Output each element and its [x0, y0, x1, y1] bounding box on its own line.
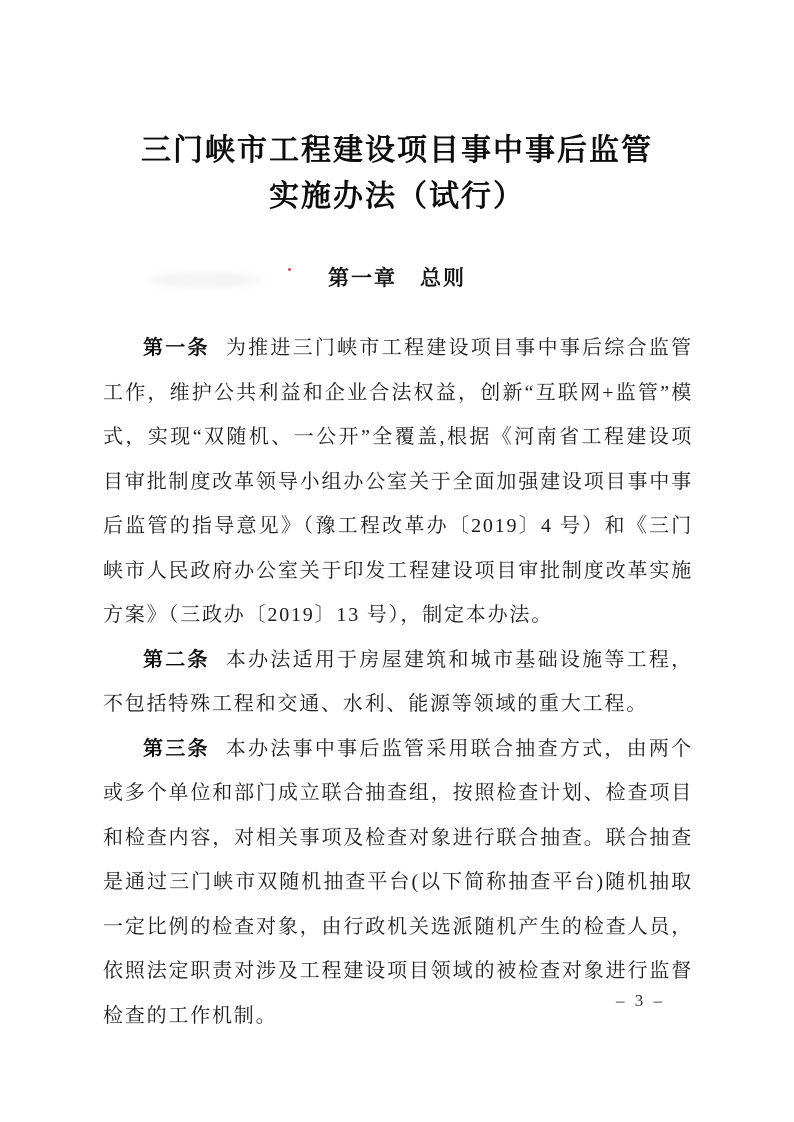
page-number: – 3 – [616, 991, 665, 1010]
document-title [0, 128, 794, 220]
article-3-paragraph [103, 727, 693, 1039]
article-1-lead: 第一条 [143, 337, 210, 359]
article-1-text: 为推进三门峡市工程建设项目事中事后综合监管工作，维护公共利益和企业合法权益，创新“互联网+监管”模式，实现“双随机、一公开”全覆盖,根据《河南省工程建设项目审批制度改革领导小组办公室关于全面加强建设项目事中事后监管的指导意见》（豫工程改革办〔2019〕4 号）和《三门峡市人民政府办公室关于印发工程建设项目审批制度改革实施方案》（三政办〔2019〕13 号），制定本办法。 [103, 337, 693, 626]
article-1-paragraph [103, 326, 693, 638]
document-body [103, 326, 693, 1038]
article-2-lead: 第二条 [143, 648, 210, 671]
article-2-paragraph [103, 638, 693, 727]
document-title-line-2: 实施办法（试行） [269, 180, 525, 213]
article-3-text: 本办法事中事后监管采用联合抽查方式，由两个或多个单位和部门成立联合抽查组，按照检查计划、检查项目和检查内容，对相关事项及检查对象进行联合抽查。联合抽查是通过三门峡市双随机抽查平台(以下简称抽查平台)随机抽取一定比例的检查对象，由行政机关选派随机产生的检查人员，依照法定职责对涉及工程建设项目领域的被检查对象进行监督检查的工作机制。 [103, 737, 693, 1027]
article-2-text: 本办法适用于房屋建筑和城市基础设施等工程，不包括特殊工程和交通、水利、能源等领域的重大工程。 [103, 648, 693, 715]
article-3-lead: 第三条 [143, 737, 210, 760]
chapter-heading: 第一章 总则 [328, 267, 466, 290]
document-title-line-1: 三门峡市工程建设项目事中事后监管 [141, 134, 653, 167]
